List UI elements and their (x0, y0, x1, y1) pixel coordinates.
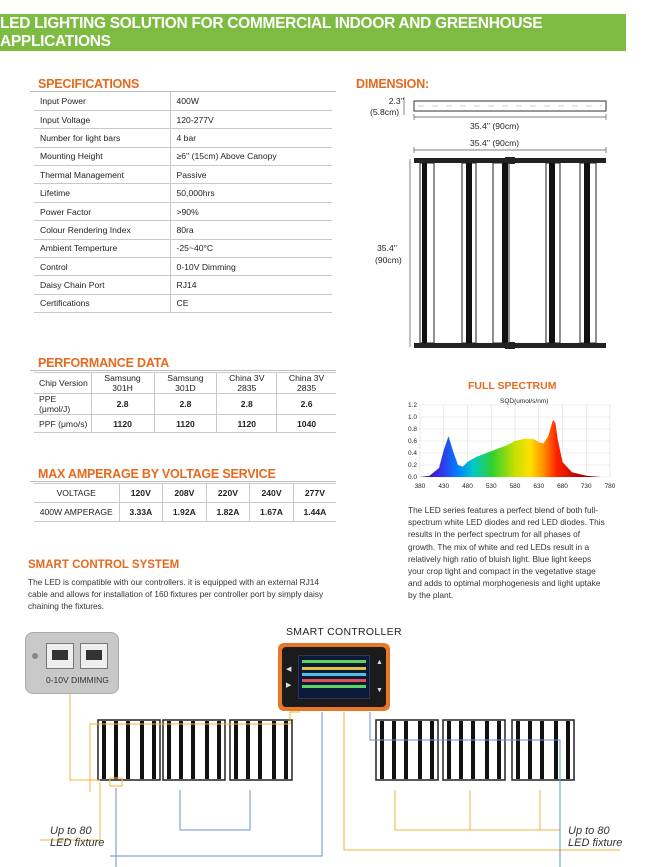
spec-value: CE (170, 294, 332, 312)
spec-value: 80ra (170, 221, 332, 239)
spec-value: 400W (170, 92, 332, 110)
light-bar-3-diode (502, 163, 508, 343)
spec-key: Daisy Chain Port (34, 276, 170, 294)
y-tick-label: 0.2 (407, 462, 417, 469)
spec-key: Colour Rendering Index (34, 221, 170, 239)
dimming-module (25, 632, 119, 694)
fixture-light-bar (404, 721, 408, 779)
spec-value: 0-10V Dimming (170, 258, 332, 276)
amperage-rule (30, 481, 336, 482)
spec-row (34, 294, 332, 312)
chart-title: FULL SPECTRUM (468, 380, 557, 392)
y-tick-label: 0.8 (407, 426, 417, 433)
amperage-cell: 3.33A (119, 503, 163, 522)
performance-cell: China 3V 2835 (217, 373, 277, 394)
spec-key: Number for light bars (34, 129, 170, 147)
light-bar-5-diode (584, 163, 590, 343)
x-tick-label: 530 (485, 483, 497, 490)
spec-row (34, 166, 332, 184)
performance-cell: 2.8 (154, 394, 217, 415)
performance-cell: China 3V 2835 (277, 373, 336, 394)
spec-value: -25~40°C (170, 239, 332, 257)
led-fixture (230, 720, 292, 780)
fixture-light-bar (258, 721, 262, 779)
controller-down-arrow-icon: ▼ (376, 687, 383, 694)
light-bars (420, 163, 596, 343)
performance-cell: 2.6 (277, 394, 336, 415)
dimension-side-in: 35.4'' (377, 243, 398, 253)
light-bar-1-diode (422, 163, 427, 343)
led-fixture (163, 720, 225, 780)
spectrum-chart (400, 395, 615, 495)
spec-row (34, 276, 332, 294)
spec-key: Certifications (34, 294, 170, 312)
fixture-light-bar (284, 721, 288, 779)
performance-cell: 1120 (217, 415, 277, 433)
rj14-port-1 (46, 643, 74, 669)
fixture-light-bar (205, 721, 209, 779)
performance-cell: 1120 (91, 415, 154, 433)
fixture-dimension-drawing (400, 95, 620, 357)
fixture-light-bar (126, 721, 130, 779)
spec-row (34, 147, 332, 165)
dimension-width-label-2: 35.4'' (90cm) (470, 138, 520, 148)
performance-cell: Samsung 301D (154, 373, 217, 394)
fixture-light-bar (272, 721, 276, 779)
y-tick-label: 1.2 (407, 402, 417, 409)
fixture-light-bar (540, 721, 544, 779)
x-tick-label: 780 (604, 483, 615, 490)
spec-value: 4 bar (170, 129, 332, 147)
amperage-table (34, 483, 336, 522)
light-bar-2-diode (466, 163, 472, 343)
amperage-cell: VOLTAGE (34, 484, 119, 503)
fixture-light-bar (114, 721, 118, 779)
performance-cell: PPF (μmo/s) (34, 415, 91, 433)
fixture-light-bar (485, 721, 489, 779)
dimension-height-cm: (5.8cm) (370, 107, 400, 117)
dimension-title: DIMENSION: (356, 77, 430, 91)
amperage-cell: 240V (250, 484, 294, 503)
performance-row (34, 415, 336, 433)
amperage-cell: 1.44A (293, 503, 336, 522)
y-tick-label: 1.0 (407, 414, 417, 421)
performance-cell: PPE (μmol/J) (34, 394, 91, 415)
controller-title: SMART CONTROLLER (286, 626, 402, 638)
performance-rule (30, 370, 336, 371)
y-tick-label: 0.4 (407, 450, 417, 457)
spec-key: Input Voltage (34, 110, 170, 128)
dimming-label: 0-10V DIMMING (46, 675, 109, 685)
fixture-light-bar (554, 721, 558, 779)
controller-up-arrow-icon: ▲ (376, 659, 383, 666)
spec-row (34, 184, 332, 202)
performance-cell: 2.8 (217, 394, 277, 415)
performance-header-row (34, 373, 336, 394)
fixture-light-bar (430, 721, 434, 779)
performance-table (34, 372, 336, 433)
fixture-light-bar (179, 721, 183, 779)
led-fixture (443, 720, 505, 780)
spec-row (34, 129, 332, 147)
x-tick-label: 630 (533, 483, 545, 490)
rj14-port-2 (80, 643, 108, 669)
light-bar-4-diode (549, 163, 555, 343)
fixture-light-bar (566, 721, 570, 779)
spec-value: RJ14 (170, 276, 332, 294)
spec-key: Mounting Height (34, 147, 170, 165)
spec-value: >90% (170, 202, 332, 220)
left-caption-line-1: Up to 80 (50, 825, 92, 837)
dimming-screw-icon (32, 653, 38, 659)
amperage-row (34, 503, 336, 522)
fixture-light-bar (152, 721, 156, 779)
spec-row (34, 92, 332, 110)
x-tick-label: 430 (438, 483, 450, 490)
spec-key: Thermal Management (34, 166, 170, 184)
y-tick-label: 0.0 (407, 474, 417, 481)
performance-cell: Chip Version (34, 373, 91, 394)
fixture-light-bar (191, 721, 195, 779)
amperage-cell: 400W AMPERAGE (34, 503, 119, 522)
fixture-light-bar (418, 721, 422, 779)
amperage-title: MAX AMPERAGE BY VOLTAGE SERVICE (38, 467, 276, 481)
fixture-light-bar (497, 721, 501, 779)
spec-value: ≥6'' (15cm) Above Canopy (170, 147, 332, 165)
performance-cell: Samsung 301H (91, 373, 154, 394)
amperage-cell: 1.82A (206, 503, 250, 522)
fixture-light-bar (516, 721, 520, 779)
dimension-side-cm: (90cm) (375, 255, 402, 265)
left-caption-line-2: LED fixture (50, 837, 105, 849)
specifications-title: SPECIFICATIONS (38, 77, 140, 91)
performance-title: PERFORMANCE DATA (38, 356, 170, 370)
page-banner: LED LIGHTING SOLUTION FOR COMMERCIAL INDOOR AND GREENHOUSE APPLICATIONS (0, 14, 626, 51)
performance-row (34, 394, 336, 415)
led-fixture (512, 720, 574, 780)
amperage-header-row (34, 484, 336, 503)
fixture-light-bar (459, 721, 463, 779)
fixture-light-bar (246, 721, 250, 779)
smart-control-title: SMART CONTROL SYSTEM (28, 559, 180, 571)
fixture-light-bar (471, 721, 475, 779)
amperage-cell: 1.92A (163, 503, 207, 522)
performance-cell: 1040 (277, 415, 336, 433)
spec-row (34, 110, 332, 128)
amperage-cell: 220V (206, 484, 250, 503)
spec-value: 50,000hrs (170, 184, 332, 202)
spec-row (34, 239, 332, 257)
spec-row (34, 221, 332, 239)
x-tick-label: 680 (557, 483, 568, 490)
controller-left-arrow-icon: ◀ (286, 666, 292, 673)
fixture-light-bar (217, 721, 221, 779)
spec-key: Ambient Temperture (34, 239, 170, 257)
amperage-cell: 277V (293, 484, 336, 503)
x-tick-label: 580 (509, 483, 521, 490)
x-tick-label: 380 (414, 483, 426, 490)
fixture-light-bar (140, 721, 144, 779)
amperage-cell: 120V (119, 484, 163, 503)
fixture-light-bar (392, 721, 396, 779)
fixture-light-bar (447, 721, 451, 779)
spec-value: Passive (170, 166, 332, 184)
fixture-light-bar (380, 721, 384, 779)
fixture-light-bar (167, 721, 171, 779)
spec-key: Power Factor (34, 202, 170, 220)
spec-key: Control (34, 258, 170, 276)
spec-value: 120-277V (170, 110, 332, 128)
x-tick-label: 730 (580, 483, 592, 490)
specifications-table (34, 92, 332, 313)
performance-cell: 2.8 (91, 394, 154, 415)
amperage-cell: 208V (163, 484, 207, 503)
spec-row (34, 258, 332, 276)
right-caption-line-1: Up to 80 (568, 825, 610, 837)
fixture-light-bar (102, 721, 106, 779)
amperage-cell: 1.67A (250, 503, 294, 522)
fixture-light-bar (528, 721, 532, 779)
spec-key: Lifetime (34, 184, 170, 202)
dimension-height-in: 2.3'' (388, 96, 404, 106)
x-tick-label: 480 (462, 483, 473, 490)
controller-right-arrow-icon: ▶ (286, 682, 292, 689)
chart-subtitle: SQD(umol/s/nm) (500, 398, 549, 405)
performance-cell: 1120 (154, 415, 217, 433)
smart-control-text: The LED is compatible with our controllers. it is equipped with an external RJ14 cable and allows for installation of 160 fixtures per controller port by simply daisy chaining the fixtures. (28, 577, 324, 612)
dimension-width-label-1: 35.4'' (90cm) (470, 121, 520, 131)
spectrum-description: The LED series features a perfect blend of both full-spectrum white LED diodes and red LED diodes. This results in the perfect spectrum for all phases of growth. The mix of white and red LEDs result in a relatively high ratio of bluish light. Blue light keeps your crop tight and compact in the vegetative stage and adds to optimal morphogenesis and light uptake by the plant. (408, 505, 605, 601)
spec-key: Input Power (34, 92, 170, 110)
y-tick-label: 0.6 (407, 438, 417, 445)
led-fixture (376, 720, 438, 780)
fixture-light-bar (234, 721, 238, 779)
spec-row (34, 202, 332, 220)
right-caption-line-2: LED fixture (568, 837, 623, 849)
led-fixture (98, 720, 160, 780)
